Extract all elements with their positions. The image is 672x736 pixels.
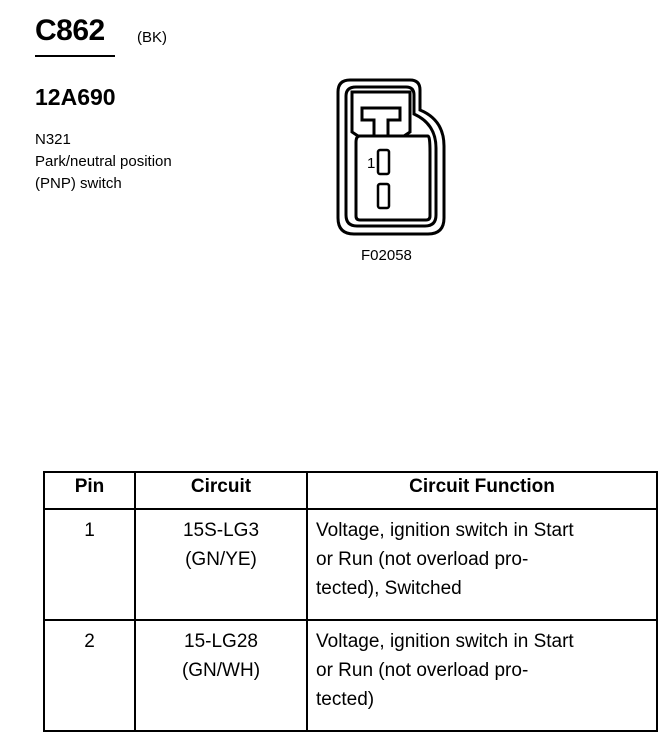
pin-number: 2: [44, 620, 135, 731]
pin-1-label: 1: [367, 155, 376, 172]
circuit-cell: [135, 620, 307, 731]
table-row: [44, 509, 657, 620]
component-code: N321: [35, 131, 71, 148]
function-line: or Run (not overload pro-: [316, 660, 529, 681]
pin-1-cavity: [378, 150, 389, 174]
function-line: Voltage, ignition switch in Start: [316, 520, 574, 541]
header-circuit-function: Circuit Function: [307, 472, 657, 509]
circuit-function-cell: [307, 620, 657, 731]
wire-color: (GN/YE): [185, 549, 257, 570]
component-name-line-1: Park/neutral position: [35, 153, 172, 170]
circuit-cell: [135, 509, 307, 620]
pin-table: [43, 471, 658, 732]
header-pin: Pin: [44, 472, 135, 509]
connector-latch-key: [362, 108, 400, 136]
header-circuit: Circuit: [135, 472, 307, 509]
circuit-code: 15S-LG3: [182, 520, 260, 541]
circuit-function-cell: [307, 509, 657, 620]
connector-id-underline: [35, 55, 115, 57]
function-line: tected): [316, 689, 375, 710]
connector-cavity-body: [356, 136, 430, 220]
pin-2-cavity: [378, 184, 389, 208]
part-number: 12A690: [35, 84, 116, 110]
component-description: [35, 129, 172, 195]
function-line: tected), Switched: [316, 578, 462, 599]
circuit-code: 15-LG28: [184, 631, 258, 652]
function-line: Voltage, ignition switch in Start: [316, 631, 574, 652]
connector-id: C862: [35, 14, 105, 47]
wire-color: (GN/WH): [181, 660, 261, 681]
connector-color-code: (BK): [137, 29, 167, 46]
pin-number: 1: [44, 509, 135, 620]
table-row: [44, 620, 657, 731]
connector-face-diagram: [330, 72, 452, 242]
component-name-line-2: (PNP) switch: [35, 175, 122, 192]
pin-table-header-row: [44, 472, 657, 509]
figure-reference: F02058: [361, 247, 412, 264]
connector-outer-shell: [338, 80, 444, 234]
function-line: or Run (not overload pro-: [316, 549, 529, 570]
